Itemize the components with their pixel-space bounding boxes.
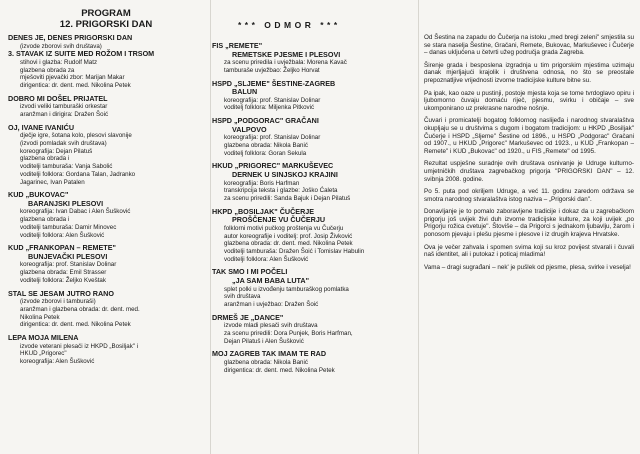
program-item [212, 80, 412, 113]
program-item [8, 34, 204, 90]
program-item [212, 208, 412, 264]
item-subtitle: DERNEK U SINJSKOJ KRAJINI [232, 170, 338, 180]
item-title: HSPD „PODGORAC" GRAČANI [212, 116, 319, 126]
item-credit: (izvode zborovi svih društava) [20, 42, 102, 50]
item-credit: dirigentica: dr. dent. med. Nikolina Petek [224, 366, 335, 374]
item-title: FIS „REMETE" [212, 41, 263, 50]
item-credit: glazbena obrada za [20, 66, 75, 74]
item-credit: svih društava [224, 293, 261, 301]
intro-paragraph: Po 5. puta pod okriljem Udruge, a već 11. godinu zaredom održava se smotra narodnog stvaralaštva istog naziva – „Prigorski dan". [424, 188, 634, 203]
item-title: KUD „BUKOVAC" [8, 190, 69, 200]
item-credit: glazbena obrada i [20, 155, 70, 163]
item-credit: izvode mladi plesači svih društava [224, 322, 318, 330]
item-credit: voditelji folklora: Željko Kveštak [20, 276, 106, 284]
heading-line-1: PROGRAM [81, 8, 131, 19]
program-items-1 [8, 34, 204, 366]
item-subtitle: 3. STAVAK IZ SUITE MED ROŽOM I TRSOM [8, 49, 155, 59]
item-credit: za scenu priredili: Dora Punjek, Boris Harfman, [224, 330, 353, 338]
item-title: KUD „FRANKOPAN – REMETE" [8, 243, 116, 253]
item-title: DENES JE, DENES PRIGORSKI DAN [8, 33, 133, 42]
item-credit: koreografija: prof. Stanislav Dolinar [224, 96, 321, 104]
item-credit: voditelji folklora: Alen Šušković [20, 231, 105, 239]
item-subtitle: „JA SAM BABA LUTA" [232, 276, 310, 286]
item-credit: glazbena obrada: Nikola Banić [224, 142, 308, 150]
item-credit: koreografija: prof. Stanislav Dolinar [20, 261, 117, 269]
item-credit: glazbena obrada i [20, 216, 70, 224]
item-credit: Nikolina Petek [20, 313, 60, 321]
item-credit: splet polki u izvođenju tamburaškog pomlatka [224, 285, 349, 293]
item-title: HKUD „PRIGOREC" MARKUŠEVEC [212, 161, 334, 171]
item-credit: mješoviti pjevački zbor: Marijan Makar [20, 74, 125, 82]
program-heading [8, 8, 204, 30]
fold-line [210, 0, 211, 454]
item-credit: dječje igre, šotana kolo, plesovi slavonije [20, 132, 132, 140]
item-credit: aranžman i uvježbao: Dražen Šoić [224, 301, 319, 309]
heading-line-2: 12. PRIGORSKI DAN [59, 19, 153, 30]
program-column-1 [8, 8, 204, 371]
item-credit: stihovi i glazba: Rudolf Matz [20, 58, 98, 66]
odmor-heading: *** ODMOR *** [238, 20, 341, 30]
item-subtitle: PROŠČENJE VU ČUČERJU [232, 215, 326, 225]
item-credit: autor koreografije i voditelj: prof. Josip Živković [224, 232, 353, 240]
item-subtitle: VALPOVO [232, 124, 267, 134]
item-credit: Jagarinec, Ivan Patalen [20, 178, 85, 186]
item-credit: voditelji folklora: Gordana Talan, Jadranko [20, 170, 136, 178]
item-credit: voditelji folklora: Alen Šušković [224, 255, 309, 263]
item-credit: za scenu priredili: Sanda Bajuk i Dejan Pilatuš [224, 195, 351, 203]
item-title: STAL SE JESAM JUTRO RANO [8, 288, 114, 298]
program-item [8, 244, 204, 284]
intro-paragraph: Pa ipak, kao oaze u pustinji, postoje mjesta koja se tome tvrdoglavo opiru i ljubomorno čuvaju domaću riječ, pjesmu, svirku i običaje – sve ukomponirano uz prekrasne narodne nošnje. [424, 89, 634, 112]
item-subtitle: REMETSKE PJESME I PLESOVI [232, 49, 341, 59]
item-title: MOJ ZAGREB TAK IMAM TE RAD [212, 349, 327, 359]
program-item [212, 268, 412, 308]
fold-line [418, 0, 419, 454]
item-credit: koreografija: Dejan Pilatuš [20, 147, 93, 155]
item-credit: aranžman i glazbena obrada: dr. dent. med. [20, 305, 140, 313]
item-subtitle: BARANJSKI PLESOVI [28, 198, 104, 208]
intro-paragraph: Donavljanje je to pomalo zaboravljene tradicije i dokaz da u zagrebačkom prigorju još uvijek živi duh izvorne tradicijske kulture, za koji uvijek „po Prigorju rožica cvetuje". Štoviše – da Prigorci s jednakom ljubavlju, žarom i ponosom pjevaju i plešu pjesme i plesove i iz drugih krajeva Hrvatske. [424, 208, 634, 239]
item-credit: dirigentica: dr. dent. med. Nikolina Petek [20, 82, 131, 89]
item-title: LEPA MOJA MILENA [8, 332, 79, 342]
program-item [212, 162, 412, 202]
program-item [8, 95, 204, 119]
program-column-2 [212, 42, 412, 379]
intro-paragraph: Vama – dragi sugrađani – nek' je pušlek od pjesme, plesa, svirke i veselja! [424, 263, 631, 271]
item-credit: koreografija: Boris Harfman [224, 179, 300, 187]
intro-paragraph: Čuvari i promicatelji bogatog folklornog naslijeđa i narodnog stvaralaštva okupljaju se u društvima s dugom i bogatom tradicijom: u HKPD „Bosiljak" Čučerje i HSPD „Sljeme" Šestine od 1896., u HSPD „Podgorac" Gračani od 1907., u HKUD „Prigorec" Markuševec od 1923., u KUD „Frankopan – Remete" i KUD „Bukovac" od 1920., u FIS „Remete" od 1995. [424, 117, 634, 155]
item-credit: voditelj folklora: Miljenka Pitković [224, 104, 315, 112]
program-item [8, 124, 204, 187]
item-title: HKPD „BOSILJAK" ČUČERJE [212, 206, 315, 216]
program-item [8, 334, 204, 366]
item-credit: glazbena obrada: Nikola Banić [224, 359, 308, 367]
item-credit: za scenu priredila i uvježbala: Morena Kavač [224, 59, 347, 67]
item-title: OJ, IVANE IVANIĆU [8, 122, 75, 132]
item-title: HSPD „SLJEME" ŠESTINE-ZAGREB [212, 78, 336, 88]
item-credit: Dejan Pilatuš i Alen Šušković [224, 337, 304, 345]
item-credit: glazbena obrada: dr. dent. med. Nikolina Petek [224, 240, 353, 248]
item-credit: transkripcija teksta i glazbe: Joško Ćaleta [224, 187, 338, 195]
item-credit: (izvodi pomladak svih društava) [20, 140, 107, 147]
item-title: DOBRO MI DOŠEL PRIJATEL [8, 93, 108, 103]
item-subtitle: BALUN [232, 87, 258, 97]
item-title: DRMEŠ JE „DANCE" [212, 312, 284, 322]
item-credit: koreografija: Alen Šušković [20, 357, 95, 365]
item-credit: voditelji tamburaša: Damir Minovec [20, 223, 117, 231]
item-credit: izvodi veliki tamburaški orkestar [20, 103, 108, 111]
intro-paragraph: Rezultat uspješne suradnje ovih društava osnivanje je Udruge kulturno-umjetničkih društava zagrebačkog prigorja "PRIGORSKI DAN" – 12. svibnja 2008. godine. [424, 160, 634, 183]
item-credit: voditelj folklora: Goran Sekula [224, 149, 307, 157]
intro-paragraph: Širenje grada i besposlena izgradnja u tim prigorskim mjestima uzimaju danak mjerljajući krajolik i društvena odnosa, no što se preostale prepoznatljive vrijednosti izvorne tradicijske kulture bitne su. [424, 61, 634, 84]
item-credit: izvode veterani plesači iz HKPD „Bosiljak" i [20, 342, 139, 350]
item-credit: aranžman i dirigira: Dražen Šoić [20, 111, 109, 118]
intro-paragraph: Ova je večer zahvala i spomen svima koji su kroz povijest stvarali i čuvali naš identitet, ali i putokaz i poticaj mladima! [424, 243, 634, 259]
item-credit: glazbena obrada: Emil Strasser [20, 269, 107, 277]
item-credit: dirigentica: dr. dent. med. Nikolina Petek [20, 321, 131, 329]
program-items-2 [212, 42, 412, 374]
item-subtitle: BUNJEVAČKI PLESOVI [28, 251, 108, 261]
program-item [212, 350, 412, 374]
item-credit: voditelji tamburaša: Vanja Sabolić [20, 163, 113, 171]
item-credit: koreografija: Ivan Dabac i Alen Šušković [20, 208, 131, 216]
item-credit: (izvode zborovi i tamburaši) [20, 298, 96, 306]
program-item [212, 117, 412, 157]
intro-paragraph: Od Šestina na zapadu do Čučerja na istoku „med bregi zeleni" smjestila su se stara naselja Šestine, Gračani, Remete, Bukovac, Markuševec i Čučerje – danas uključena u četvrti užeg područja grada Zagreba. [424, 34, 634, 57]
intro-text-column [424, 34, 634, 276]
program-item [8, 290, 204, 329]
program-item [8, 191, 204, 239]
program-item [212, 42, 412, 75]
item-credit: tamburaše uvježbao: Željko Horvat [224, 66, 320, 74]
item-credit: koreografija: prof. Stanislav Dolinar [224, 134, 321, 142]
item-credit: folklorni motivi pučkog proštenja vu Čučerju [224, 224, 344, 232]
item-credit: HKUD „Prigorec" [20, 350, 67, 358]
item-credit: voditelji tamburaša: Dražen Šoić i Tomislav Habulin [224, 248, 365, 256]
program-item [212, 314, 412, 346]
item-title: TAK SMO I MI POČELI [212, 267, 288, 277]
